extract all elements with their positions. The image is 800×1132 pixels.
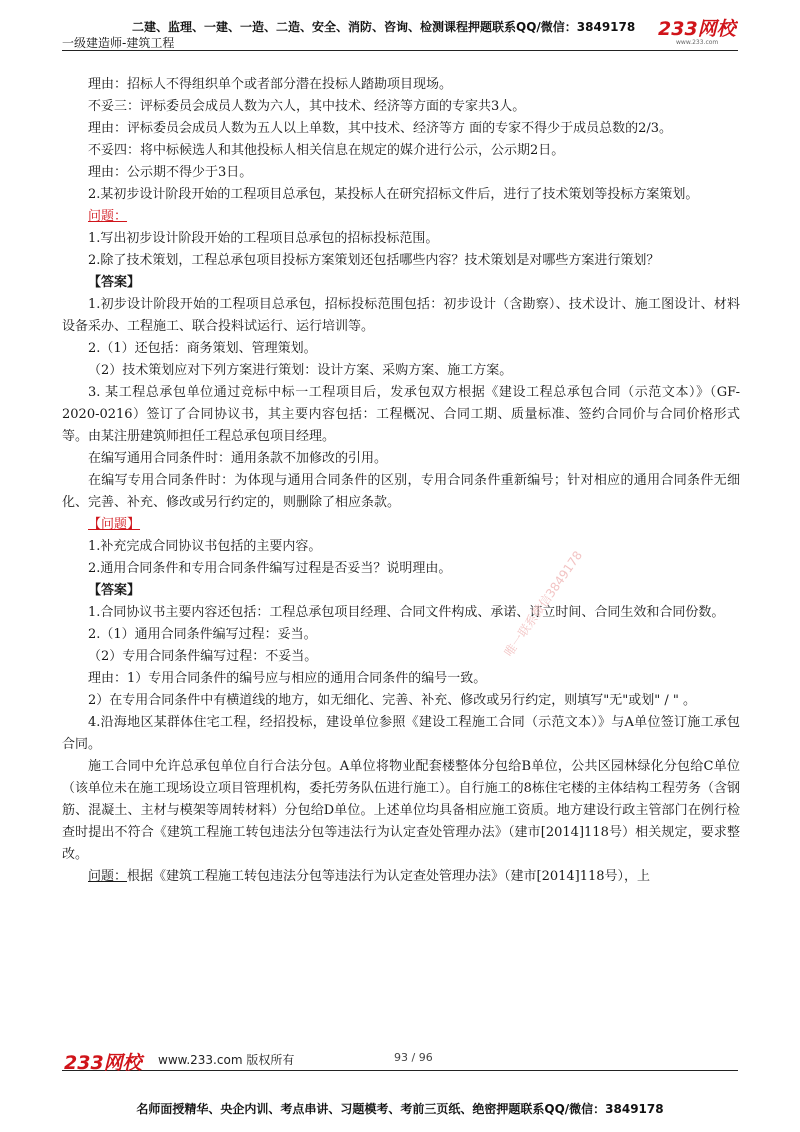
answer-heading: 【答案】 <box>88 583 141 598</box>
footer-site-copyright: www.233.com 版权所有 <box>158 1053 295 1067</box>
paragraph: 2.通用合同条件和专用合同条件编写过程是否妥当？说明理由。 <box>88 561 452 576</box>
footer-logo-text: 233网校 <box>64 1052 142 1074</box>
paragraph: 3. 某工程总承包单位通过竞标中标一工程项目后，发承包双方根据《建设工程总承包合同（示范文本）》（GF-2020-0216）签订了合同协议书，其主要内容包括：工程概况、合同工期、质量标准、签约合同价与合同价格形式等。由某注册建筑师担任工程总承包项目经理。 <box>62 385 740 444</box>
paragraph: 1.写出初步设计阶段开始的工程项目总承包的招标投标范围。 <box>88 231 439 246</box>
brand-logo-icon <box>656 16 738 46</box>
paragraph: （2）专用合同条件编写过程：不妥当。 <box>88 649 318 664</box>
paragraph: 理由：评标委员会成员人数为五人以上单数，其中技术、经济等方 面的专家不得少于成员总数的2/3。 <box>88 121 673 136</box>
paragraph: 理由：公示期不得少于3日。 <box>88 165 253 180</box>
footer-logo-icon <box>62 1049 152 1075</box>
header-doc-title: 一级建造师-建筑工程 <box>62 36 175 50</box>
logo-subtext: www.233.com <box>676 39 719 46</box>
header-courses-text: 二建、监理、一建、一造、二造、安全、消防、咨询、检测课程押题联系QQ/微信：3849178 <box>132 20 636 34</box>
page-header <box>62 14 738 51</box>
paragraph: 在编写专用合同条件时：为体现与通用合同条件的区别，专用合同条件重新编号；针对相应的通用合同条件无细化、完善、补充、修改或另行约定的，则删除了相应条款。 <box>62 473 740 510</box>
question-heading: 问题： <box>88 209 128 224</box>
paragraph: 2.（1）还包括：商务策划、管理策划。 <box>88 341 317 356</box>
paragraph: 不妥三：评标委员会成员人数为六人，其中技术、经济等方面的专家共3人。 <box>88 99 526 114</box>
paragraph: 2.某初步设计阶段开始的工程项目总承包，某投标人在研究招标文件后，进行了技术策划等投标方案策划。 <box>88 187 699 202</box>
paragraph: 1.初步设计阶段开始的工程项目总承包，招标投标范围包括：初步设计（含勘察）、技术设计、施工图设计、材料设备采办、工程施工、联合投料试运行、运行培训等。 <box>62 297 740 334</box>
paragraph: 理由：招标人不得组织单个或者部分潜在投标人踏勘项目现场。 <box>88 77 453 92</box>
answer-heading: 【答案】 <box>88 275 141 290</box>
paragraph: 不妥四：将中标候选人和其他投标人相关信息在规定的媒介进行公示，公示期2日。 <box>88 143 565 158</box>
document-body <box>62 74 740 888</box>
paragraph <box>62 866 740 888</box>
paragraph: 2.除了技术策划，工程总承包项目投标方案策划还包括哪些内容？技术策划是对哪些方案进行策划？ <box>88 253 660 268</box>
page-footer <box>62 1051 738 1099</box>
paragraph: 2.（1）通用合同条件编写过程：妥当。 <box>88 627 317 642</box>
paragraph: 1.合同协议书主要内容还包括：工程总承包项目经理、合同文件构成、承诺、订立时间、合同生效和合同份数。 <box>88 605 725 620</box>
paragraph: 在编写通用合同条件时：通用条款不加修改的引用。 <box>88 451 388 466</box>
paragraph: 1.补充完成合同协议书包括的主要内容。 <box>88 539 322 554</box>
question-label: 问题： <box>88 869 128 884</box>
paragraph: 4.沿海地区某群体住宅工程，经招投标，建设单位参照《建设工程施工合同（示范文本）》与A单位签订施工承包合同。 <box>62 715 740 752</box>
page-number: 93 / 96 <box>394 1051 433 1064</box>
paragraph: 理由：1）专用合同条件的编号应与相应的通用合同条件的编号一致。 <box>88 671 487 686</box>
paragraph: 2）在专用合同条件中有横道线的地方，如无细化、完善、补充、修改或另行约定，则填写"无"或划" / " 。 <box>88 693 696 708</box>
question-heading: 【问题】 <box>88 517 141 532</box>
logo-text: 233网校 <box>658 18 736 40</box>
question-text: 根据《建筑工程施工转包违法分包等违法行为认定查处管理办法》（建市[2014]118号），上 <box>127 869 651 884</box>
footer-slogan: 名师面授精华、央企内训、考点串讲、习题模考、考前三页纸、绝密押题联系QQ/微信：3849178 <box>136 1102 664 1116</box>
paragraph: 施工合同中允许总承包单位自行合法分包。A单位将物业配套楼整体分包给B单位，公共区园林绿化分包给C单位（该单位未在施工现场设立项目管理机构，委托劳务队伍进行施工）。自行施工的8栋住宅楼的主体结构工程劳务（含钢筋、混凝土、主材与模架等周转材料）分包给D单位。上述单位均具备相应施工资质。地方建设行政主管部门在例行检查时提出不符合《建筑工程施工转包违法分包等违法行为认定查处管理办法》（建市[2014]118号）相关规定，要求整改。 <box>62 759 740 862</box>
paragraph: （2）技术策划应对下列方案进行策划：设计方案、采购方案、施工方案。 <box>88 363 513 378</box>
watermark: 唯一联系微信3849178 <box>501 548 586 660</box>
